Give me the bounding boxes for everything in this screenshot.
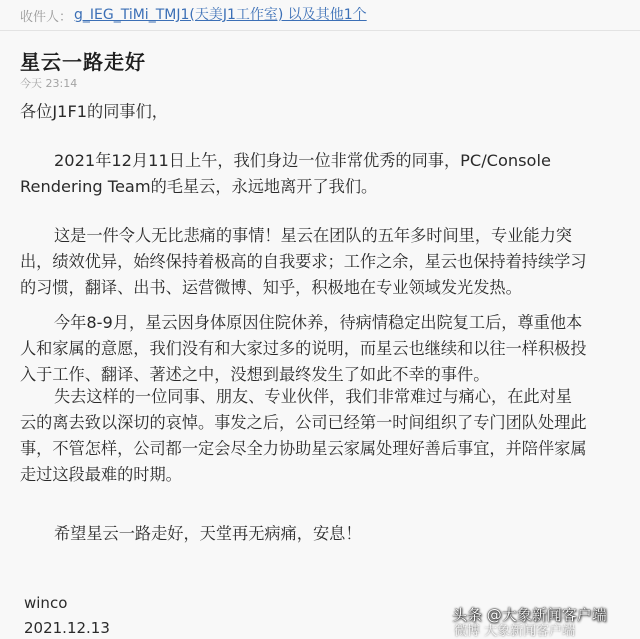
paragraph-line: 走过这段最难的时期。 xyxy=(20,465,182,484)
paragraph-line: 人和家属的意愿，我们没有和大家过多的说明，而星云也继续和以往一样积极投 xyxy=(20,339,587,358)
email-paragraph-5 xyxy=(20,521,626,547)
email-timestamp: 今天 23:14 xyxy=(20,77,78,90)
paragraph-line: 今年8-9月，星云因身体原因住院休养，待病情稳定出院复工后，尊重他本 xyxy=(54,313,583,332)
paragraph-line: 2021年12月11日上午，我们身边一位非常优秀的同事，PC/Console xyxy=(54,151,551,170)
recipient-link[interactable]: g_IEG_TiMi_TMJ1(天美J1工作室) 以及其他1个 xyxy=(74,7,367,23)
recipient-label: 收件人： xyxy=(20,10,73,25)
paragraph-line: 云的离去致以深切的哀悼。事发之后，公司已经第一时间组织了专门团队处理此 xyxy=(20,413,587,432)
paragraph-line: 出，绩效优异，始终保持着极高的自我要求；工作之余，星云也保持着持续学习 xyxy=(20,252,587,271)
paragraph-line: 入于工作、翻译、著述之中，没想到最终发生了如此不幸的事件。 xyxy=(20,365,490,384)
paragraph-line: 这是一件令人无比悲痛的事情！星云在团队的五年多时间里，专业能力突 xyxy=(54,226,572,245)
signature-name: winco xyxy=(24,594,68,612)
email-paragraph-2 xyxy=(20,223,626,301)
email-subject: 星云一路走好 xyxy=(20,50,146,74)
paragraph-line: 希望星云一路走好，天堂再无病痛，安息！ xyxy=(54,524,362,543)
email-paragraph-4 xyxy=(20,384,626,488)
watermark-toutiao: 头条 @大象新闻客户端 xyxy=(452,606,607,624)
signature-date: 2021.12.13 xyxy=(24,619,110,637)
email-greeting: 各位J1F1的同事们， xyxy=(20,102,168,121)
email-paragraph-1 xyxy=(20,148,626,200)
email-paragraph-3 xyxy=(20,310,626,388)
paragraph-line: 的习惯，翻译、出书、运营微博、知乎，积极地在专业领域发光发热。 xyxy=(20,278,522,297)
watermark-weibo: 微博 大象新闻客户端 xyxy=(454,624,576,639)
paragraph-line: Rendering Team的毛星云，永远地离开了我们。 xyxy=(20,177,378,196)
paragraph-line: 失去这样的一位同事、朋友、专业伙伴，我们非常难过与痛心，在此对星 xyxy=(54,387,572,406)
recipient-bar xyxy=(0,0,640,31)
paragraph-line: 事，不管怎样，公司都一定会尽全力协助星云家属处理好善后事宜，并陪伴家属 xyxy=(20,439,587,458)
